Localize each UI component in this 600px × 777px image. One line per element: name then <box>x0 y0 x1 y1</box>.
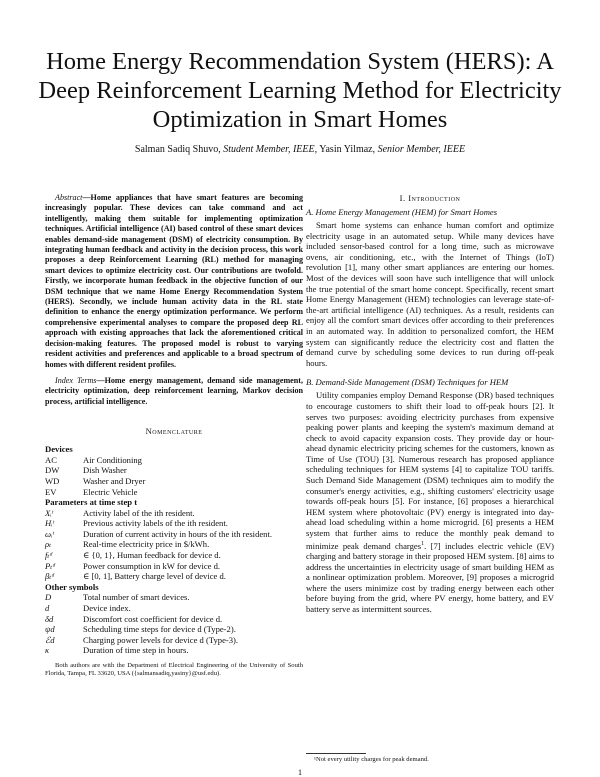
author-name-1: Salman Sadiq Shuvo, <box>134 144 221 155</box>
nomenclature-list <box>45 444 303 656</box>
nom-row <box>45 571 303 582</box>
nom-definition: ∈ {0, 1}, Human feedback for device d. <box>83 550 221 561</box>
abstract-label: Abstract <box>55 193 83 202</box>
nom-symbol: EV <box>45 486 57 497</box>
nom-row <box>45 539 303 550</box>
nom-definition: Real-time electricity price in $/kWh. <box>83 539 210 550</box>
nom-group-title: Parameters at time step t <box>45 497 138 508</box>
nom-row <box>45 487 303 498</box>
nom-row <box>45 465 303 476</box>
nom-symbol: DW <box>45 465 60 476</box>
nom-definition: Dish Washer <box>83 465 127 476</box>
nom-row <box>45 476 303 487</box>
nom-row <box>45 508 303 519</box>
nom-symbol: ℰd <box>45 634 55 645</box>
author-line <box>30 144 570 155</box>
author-name-2: Yasin Yilmaz, <box>319 144 376 155</box>
nom-definition: Scheduling time steps for device d (Type-2). <box>83 624 236 635</box>
index-terms-label: Index Terms <box>55 375 97 385</box>
nom-symbol: d <box>45 603 50 614</box>
nom-symbol: ρₜ <box>45 539 52 550</box>
nom-row <box>45 592 303 603</box>
footnote-right: ¹Not every utility charges for peak demand. <box>314 756 429 763</box>
nomenclature-heading: Nomenclature <box>145 426 203 437</box>
footnote-rule <box>306 753 366 754</box>
nom-row <box>45 518 303 529</box>
nom-group-title: Devices <box>45 444 73 455</box>
footnote-marker: 1 <box>421 540 425 547</box>
nom-symbol: βₜᵈ <box>45 571 55 582</box>
nom-definition: Washer and Dryer <box>83 475 146 486</box>
abstract <box>45 193 303 370</box>
right-column <box>306 193 554 615</box>
subsection-heading-b: B. Demand-Side Management (DSM) Techniques for HEM <box>306 377 509 388</box>
nom-symbol: AC <box>45 454 57 465</box>
nom-row <box>45 455 303 466</box>
left-column <box>45 193 303 679</box>
subsection-heading-a: A. Home Energy Management (HEM) for Smart Homes <box>306 207 498 217</box>
nom-definition: Activity label of the ith resident. <box>83 507 195 518</box>
nom-definition: Previous activity labels of the ith resident. <box>83 518 228 529</box>
nom-row <box>45 645 303 656</box>
nom-symbol: ψd <box>45 624 55 635</box>
nom-row <box>45 614 303 625</box>
abstract-text: —Home appliances that have smart features are becoming increasingly popular. These devices can take command and act intelligently, making them suitable for implementing optimization techniques. Artificial intelligence (AI) based control of these smart devices enables demand-side management (DSM) of electricity consumption. By integrating human feedback and activity in the decision process, this work proposes a deep Reinforcement Learning (RL) method for managing smart devices to optimize electricity cost. Our contributions are twofold. Firstly, we incorporate human feedback in the objective function of our DSM technique that we name Home Energy Recommendation System (HERS). Secondly, we include human activity data in the RL state definition to enhance the energy optimization performance. We perform comprehensive experimental analyses to compare the proposed deep RL approach with existing approaches that lack the aforementioned critical decision-making features. The proposed model is robust to varying resident activities and preferences and applicable to a broad spectrum of homes with different resident profiles. <box>45 193 303 369</box>
index-terms-text: —Home energy management, demand side management, electricity optimization, deep reinforcement learning, Markov decision process, artificial intelligence. <box>45 375 303 406</box>
nom-symbol: Pₜᵈ <box>45 560 56 571</box>
nom-definition: Charging power levels for device d (Type-3). <box>83 634 239 645</box>
paragraph-b-part1: Utility companies employ Demand Response (DR) based techniques to encourage customers to shift their load to off-peak hours [2]. It serves two purposes: avoiding electricity purchases from expensive peaking power plants and keeping the system's maximum demand at check to avoid capacity expansion costs. They provide day or hour-ahead dynamic electricity pricing schemes for the customers, known as Time of Use (TOU) [3]. Numerous research has proposed appliance scheduling techniques for HEM systems [4] to capitalize TOU tariffs. Such Demand Side Management (DSM) techniques aim to modify the consumer's energy activities, e.g., shifting customers' electricity usage towards off-peak hours [5]. For instance, [6] proposes a hierarchical HEM system where photovoltaic (PV) energy is integrated into day-ahead load scheduling within a home microgrid. [6] presents a HEM system that further aims to reduce the monthly peak demand to minimize peak demand charges <box>306 390 554 551</box>
nom-definition: Discomfort cost coefficient for device d. <box>83 613 223 624</box>
nom-row <box>45 635 303 646</box>
nom-symbol: ωᵢᵗ <box>45 528 54 539</box>
nom-definition: Electric Vehicle <box>83 486 138 497</box>
paper-title: Home Energy Recommendation System (HERS): A Deep Reinforcement Learning Method for Electricity Optimization in Smart Homes <box>38 48 562 133</box>
nom-row <box>45 550 303 561</box>
author-role-2: Senior Member, IEEE <box>377 144 466 155</box>
nom-definition: ∈ [0, 1], Battery charge level of device d. <box>83 571 226 582</box>
section-heading: I. Introduction <box>399 193 461 203</box>
author-affiliation-footnote: Both authors are with the Department of Electrical Engineering of the University of South Florida, Tampa, FL 33620, USA ({salmansadiq,yasiny}@usf.edu). <box>45 662 303 678</box>
page-number: 1 <box>297 767 303 777</box>
index-terms <box>45 376 303 407</box>
paragraph-a: Smart home systems can enhance human comfort and optimize electricity usage in an automated setup. While many devices have included sensor-based control for a long time, such as microwave ovens, air conditioning, etc., with the Internet of Things (IoT) revolution [1], many other smart appliances are entering our homes. Most of the devices will soon have such intelligence that will unlock the true potential of the smart home concept. Specifically, recent smart Home Energy Management (HEM) technologies can leverage state-of-the-art artificial intelligence (AI) techniques. As a result, residents can enjoy all the comfort smart devices offer according to their preferences in an automated way. In addition to personalized comfort, the HEM system can significantly reduce the electricity cost and flatten the demand curve by scheduling some devices to run during off-peak hours. <box>306 220 554 368</box>
nom-row <box>45 603 303 614</box>
nom-definition: Duration of time step in hours. <box>83 645 189 656</box>
nom-symbol: κ <box>45 645 50 656</box>
nom-row <box>45 624 303 635</box>
nom-row <box>45 529 303 540</box>
nom-group-title: Other symbols <box>45 581 99 592</box>
paragraph-b <box>306 390 554 614</box>
nom-definition: Power consumption in kW for device d. <box>83 560 221 571</box>
nom-definition: Device index. <box>83 603 131 614</box>
nom-definition: Air Conditioning <box>83 454 142 465</box>
nom-symbol: Xᵢᵗ <box>45 507 54 518</box>
nom-row <box>45 561 303 572</box>
nom-symbol: fₜᵈ <box>45 550 53 561</box>
nom-symbol: D <box>45 592 52 603</box>
nom-symbol: δd <box>45 613 54 624</box>
nom-symbol: WD <box>45 475 60 486</box>
nom-symbol: Hᵢᵗ <box>45 518 55 529</box>
paragraph-b-part2: . [7] includes electric vehicle (EV) charging and battery storage in their proposed HEM system. [8] aims to address the uncertainties in electricity usage of smart building HEM as a nonlinear optimization problem. Moreover, [9] proposes a microgrid where the users minimize cost by trading energy between each other before buying from the grid, where PV energy, home battery, and EV battery serve as intermittent sources. <box>306 540 554 615</box>
nom-definition: Duration of current activity in hours of the ith resident. <box>83 528 273 539</box>
nom-definition: Total number of smart devices. <box>83 592 190 603</box>
author-role-1: Student Member, IEEE, <box>223 144 318 155</box>
